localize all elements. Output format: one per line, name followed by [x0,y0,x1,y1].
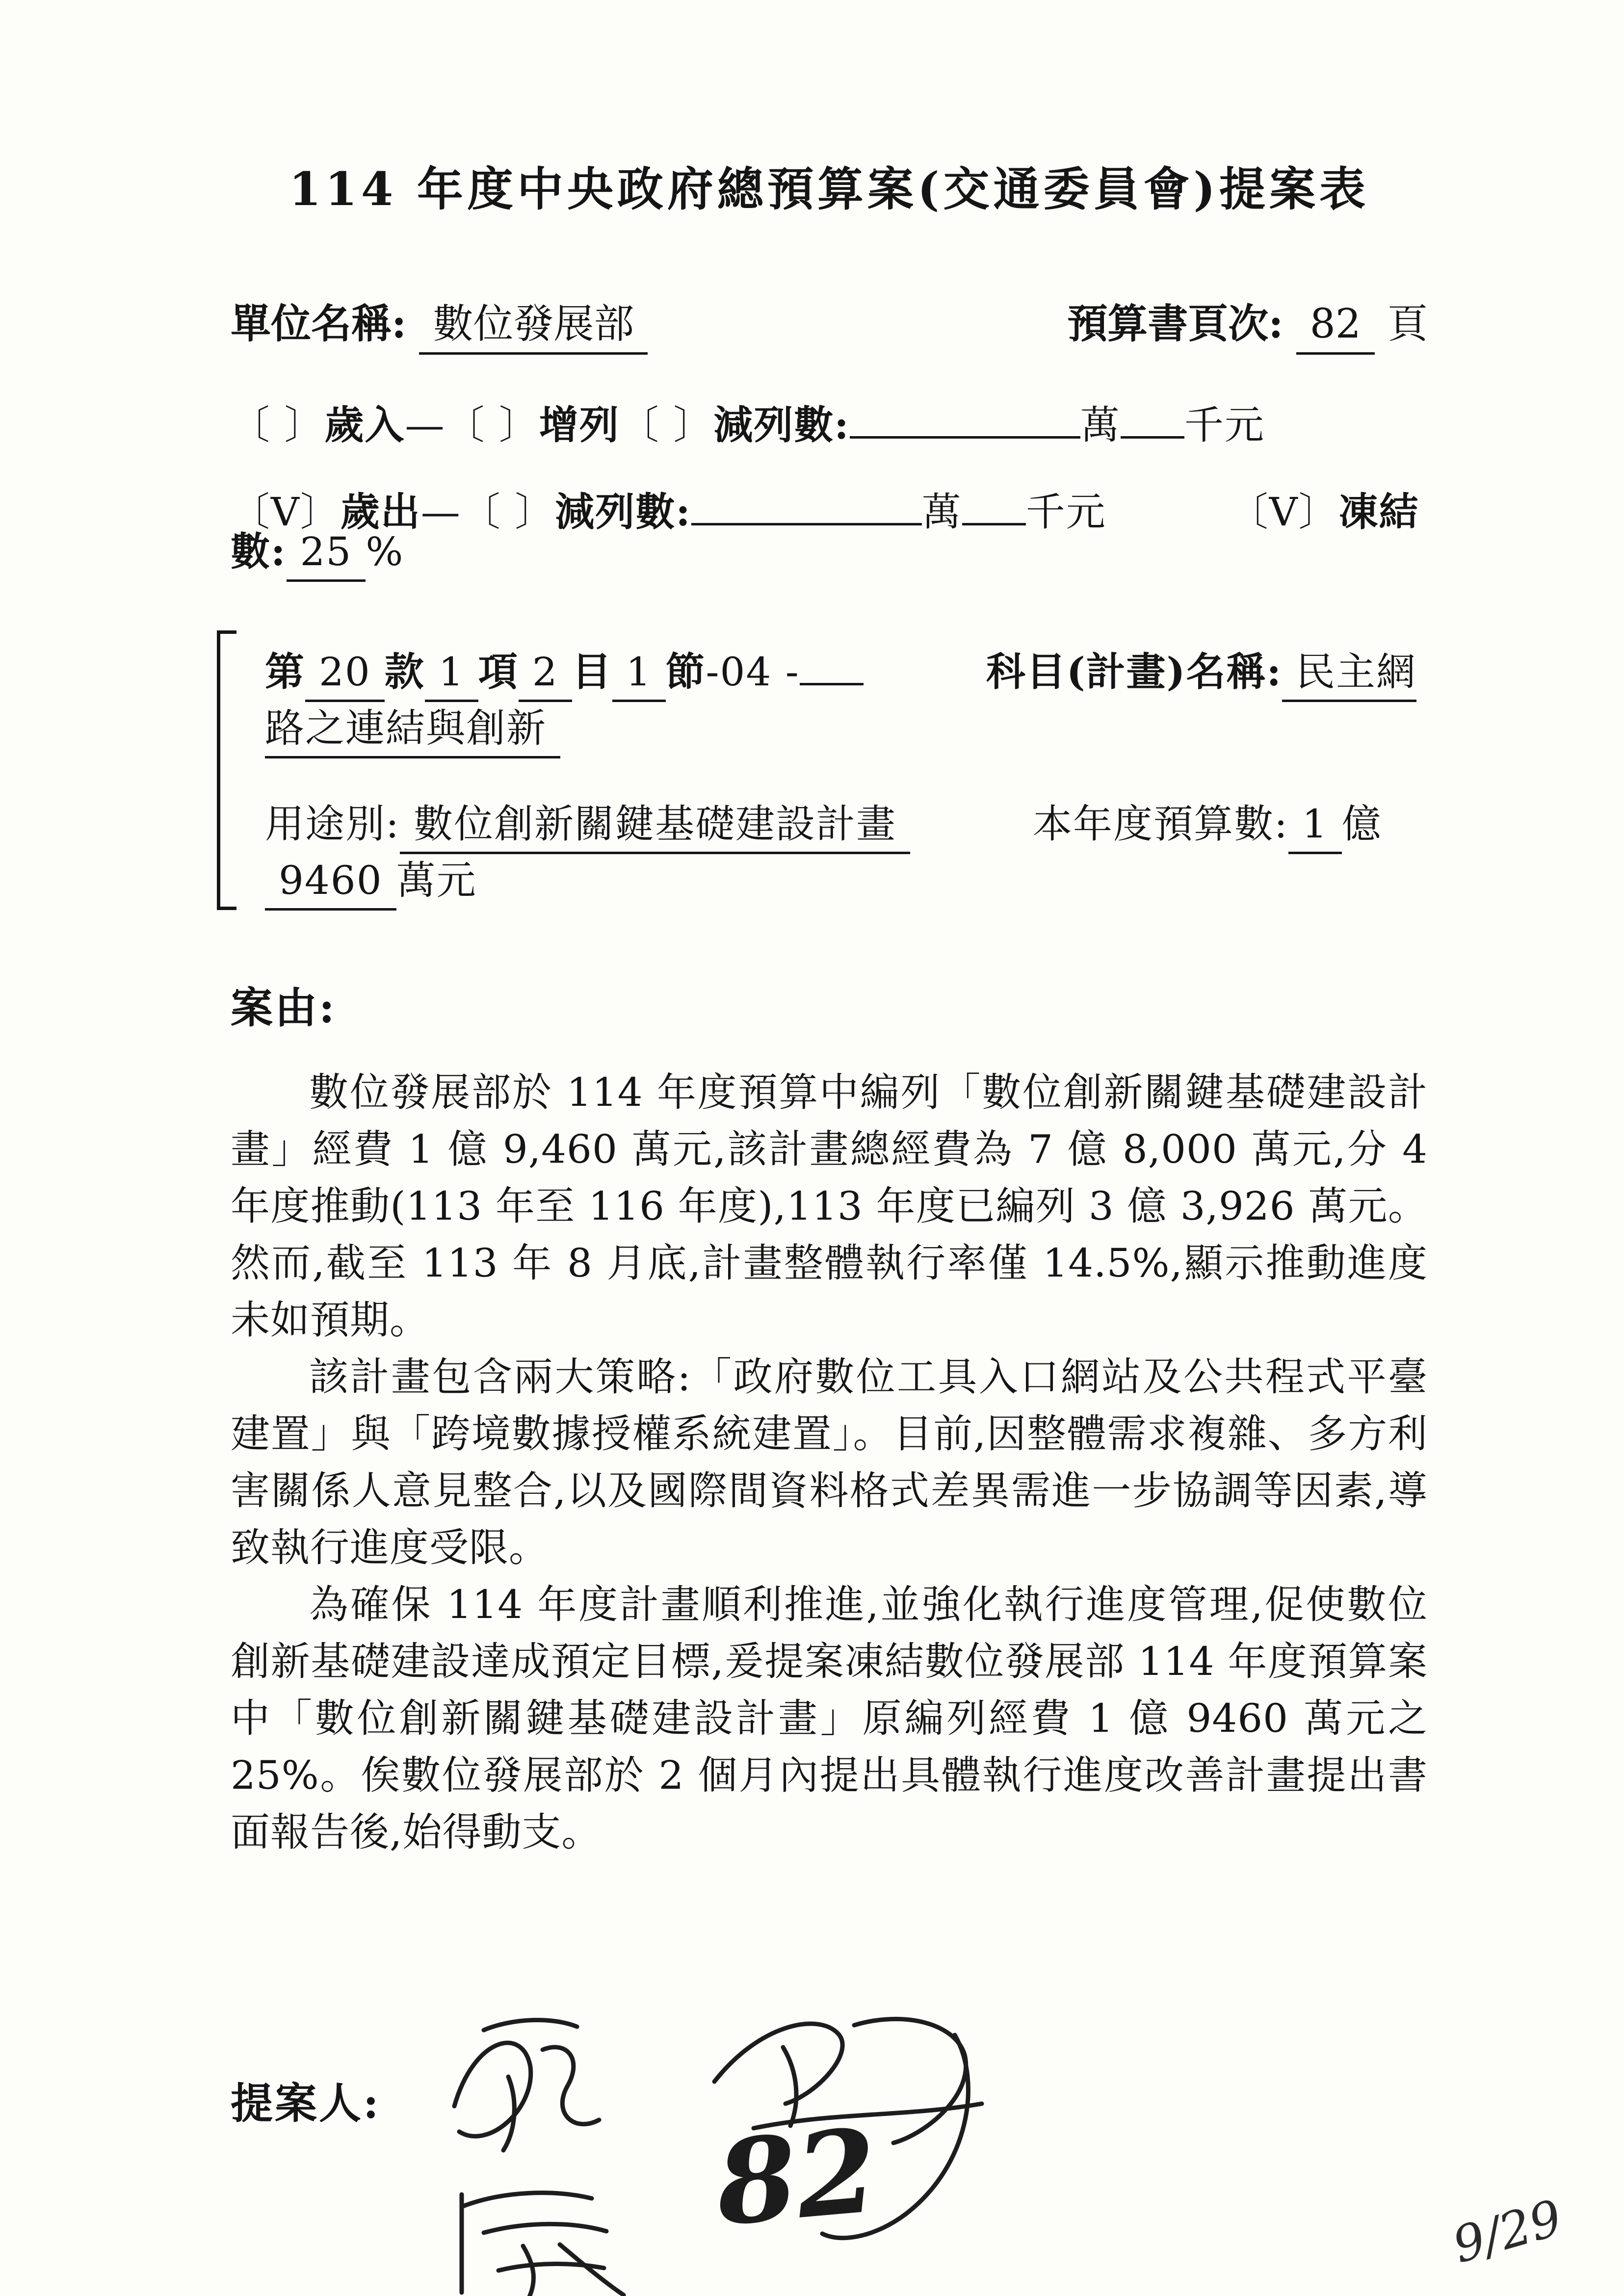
percent-sign: % [366,529,404,574]
usage-value: 數位創新關鍵基礎建設計畫 [400,801,910,854]
subject-value: 民主網路之連結與創新 [265,649,1416,758]
usage-label: 用途別: [265,801,400,847]
revenue-checkline [231,402,1428,448]
left-bracket-mark [217,630,236,910]
wan-unit: 萬 [1080,402,1121,448]
header-row [231,292,1428,349]
proposer-label: 提案人: [231,2079,381,2128]
document-title: 114 年度中央政府總預算案(交通委員會)提案表 [289,162,1369,216]
subject-label: 科目(計畫)名稱: [986,649,1283,695]
amount2-blank-line [691,490,922,525]
increase-checkbox: 〔 〕 [445,402,539,448]
unit-name-label: 單位名稱: [231,300,407,347]
freeze-value: 25 [287,529,366,582]
decrease2-checkbox: 〔 〕 [461,489,555,535]
handwritten-page-number: 82 [710,2103,883,2252]
kuan-label: 款 [384,649,425,695]
xiang-number: 1 [425,649,478,702]
paragraph-2: 該計畫包含兩大策略:「政府數位工具入口網站及公共程式平臺建置」與「跨境數據授權系統建置」。目前,因整體需求複雜、多方利害關係人意見整合,以及國際間資料格式差異需進一步協調等因素,導致執行進度受限。 [231,1354,1428,1570]
budget-page-field [1067,292,1428,349]
amount-blank-line [850,403,1080,439]
xiang-label: 項 [478,649,519,695]
revenue-label: 歲入 [324,402,405,448]
clause-line-2 [265,792,1428,905]
freeze-label: 凍結數: [231,489,1419,574]
revenue-dash: — [405,402,445,448]
expenditure-label: 歲出 [340,489,421,535]
clause-block [231,640,1428,905]
case-body [231,1064,1428,1861]
thousand2-blank-line [962,490,1026,525]
increase-label: 增列 [539,402,620,448]
thousand-blank-line [1121,403,1184,439]
unit-name-field [231,292,648,349]
jie-blank-line [800,650,864,685]
mu-label: 目 [572,649,612,695]
qian2-unit: 千元 [1025,489,1106,535]
budget-amount-unit-1: 億 [1341,801,1382,847]
paragraph-1: 數位發展部於 114 年度預算中編列「數位創新關鍵基礎建設計畫」經費 1 億 9,460 萬元,該計畫總經費為 7 億 8,000 萬元,分 4 年度推動(113 年至 116 年度),113 年度已編列 3 億 3,926 萬元。然而,截至 113 年 8 月底,計畫整體執行率僅 14.5%,顯示推動進度未如預期。 [231,1070,1428,1343]
freeze-checkbox: 〔V〕 [1229,489,1339,535]
revenue-checkbox: 〔 〕 [231,402,325,448]
budget-amount-label: 本年度預算數: [1032,801,1288,847]
jie-label: 節 [665,649,706,695]
expenditure-checkline [231,490,1428,572]
budget-page-suffix: 頁 [1387,301,1428,347]
clause-line-1 [265,640,1428,753]
case-heading: 案由: [231,983,337,1033]
wan2-unit: 萬 [921,489,962,535]
budget-amount-value-1: 1 [1288,801,1342,854]
qian-unit: 千元 [1184,402,1265,448]
budget-page-label: 預算書頁次: [1067,300,1283,347]
expenditure-checkbox: 〔V〕 [231,489,341,535]
expenditure-dash: — [420,489,461,535]
mu-number: 2 [519,649,572,702]
budget-amount-value-2: 9460 [265,858,396,911]
decrease-checkbox: 〔 〕 [619,402,714,448]
decrease-label: 減列數: [713,402,850,448]
paragraph-3: 為確保 114 年度計畫順利推進,並強化執行進度管理,促使數位創新基礎建設達成預定目標,爰提案凍結數位發展部 114 年度預算案中「數位創新關鍵基礎建設計畫」原編列經費 1 億 9460 萬元之 25%。俟數位發展部於 2 個月內提出具體執行進度改善計畫提出書面報告後,始得動支。 [231,1582,1428,1855]
jie-number: 1 [612,649,666,702]
handwritten-date-note: 9/29 [1446,2189,1569,2274]
di-label: 第 [265,649,305,695]
budget-page-value: 82 [1296,301,1375,355]
decrease2-label: 減列數: [555,489,691,535]
budget-amount-unit-2: 萬元 [396,858,477,903]
unit-name-value: 數位發展部 [419,301,648,355]
kuan-number: 20 [305,649,385,702]
jie-suffix: -04 - [706,649,800,695]
